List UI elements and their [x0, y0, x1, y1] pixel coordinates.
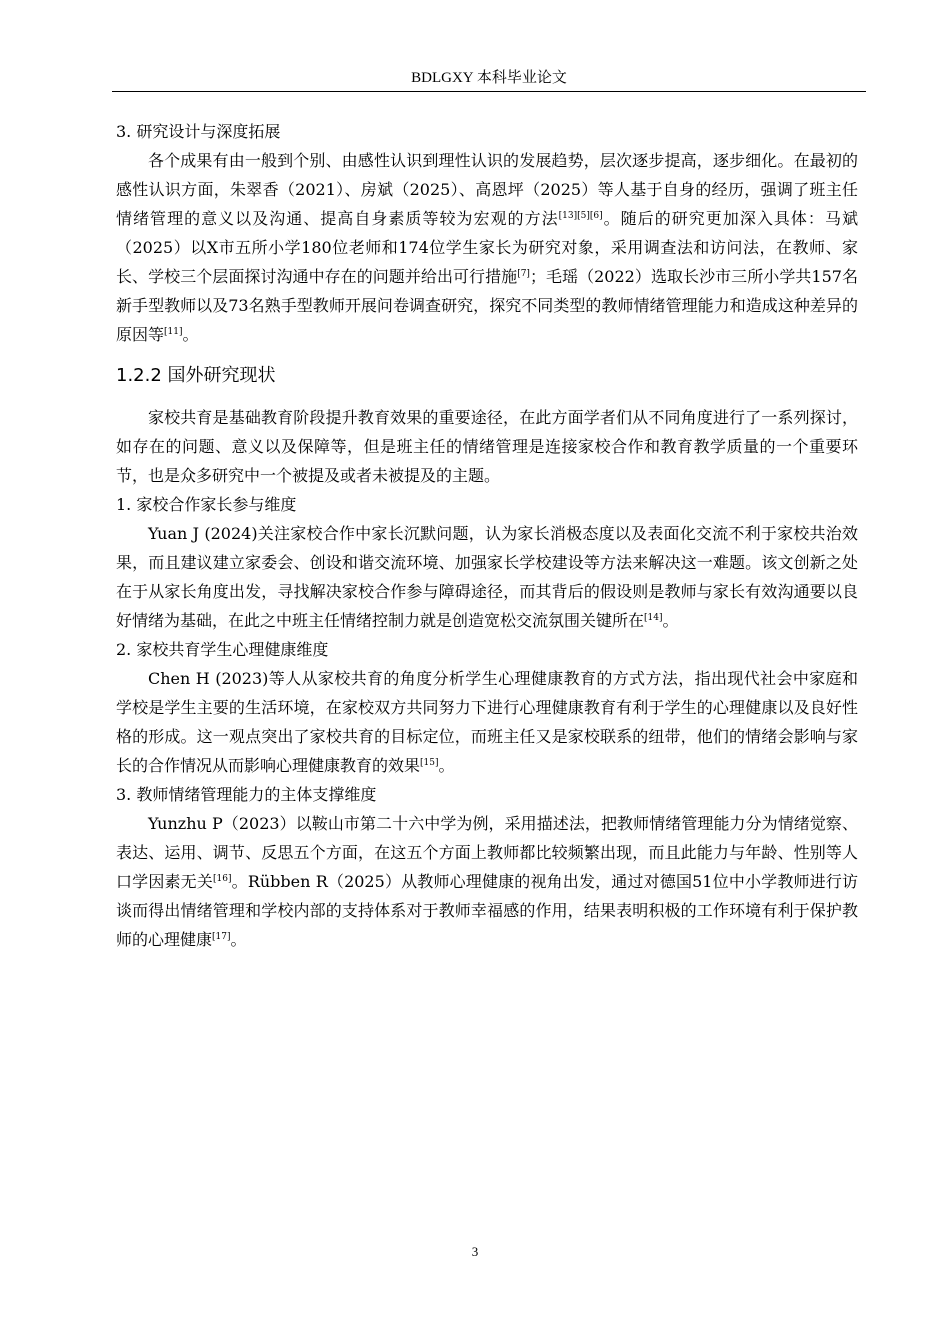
- citation: [14]: [644, 613, 663, 623]
- text-run: 。: [182, 325, 199, 344]
- text-run: 。Rübben R（2025）从教师心理健康的视角出发，通过对德国51位中小学教师进行访谈而得出情绪管理和学校内部的支持体系对于教师幸福感的作用，结果表明积极的工作环境有利于保护教师的心理健康: [116, 872, 858, 949]
- citation: [17]: [212, 932, 231, 942]
- text-run: ；毛瑶（2022）选取长沙市三所小学共157名新手型教师以及73名熟手型教师开展问卷调查研究，探究不同类型的教师情绪管理能力和造成这种差异的原因等: [116, 267, 858, 344]
- text-run: 。: [662, 611, 679, 630]
- citation: [15]: [420, 758, 439, 768]
- subsection-title-parent-participation: 1. 家校合作家长参与维度: [116, 495, 297, 514]
- text-run: 。随后的研究更加深入具体：马斌（2025）以X市五所小学180位老师和174位学生家长为研究对象，采用调查法和访问法，在教师、家长、学校三个层面探讨沟通中存在的问题并给出可行措施: [116, 209, 858, 286]
- text-run: Chen H (2023)等人从家校共育的角度分析学生心理健康教育的方式方法，指出现代社会中家庭和学校是学生主要的生活环境，在家校双方共同努力下进行心理健康教育有利于学生的心理健康以及良好性格的形成。这一观点突出了家校共育的目标定位，而班主任又是家校联系的纽带，他们的情绪会影响与家长的合作情况从而影响心理健康教育的效果: [116, 669, 858, 775]
- document-body: [116, 117, 858, 954]
- header-divider: [112, 91, 866, 92]
- text-run: 。: [230, 930, 247, 949]
- citation: [11]: [164, 327, 183, 337]
- page-header: [112, 66, 866, 90]
- text-run: 各个成果有由一般到个别、由感性认识到理性认识的发展趋势，层次逐步提高，逐步细化。在最初的感性认识方面，朱翠香（2021）、房斌（2025）、高恩坪（2025）等人基于自身的经历，强调了班主任情绪管理的意义以及沟通、提高自身素质等较为宏观的方法: [116, 151, 858, 228]
- text-run: 。: [438, 756, 455, 775]
- subsection-title-research-design: 3. 研究设计与深度拓展: [116, 122, 281, 141]
- subsection-title-student-mental-health: 2. 家校共育学生心理健康维度: [116, 640, 329, 659]
- page-number: 3: [471, 1244, 479, 1259]
- paragraph-teacher-emotion-management: [116, 809, 858, 954]
- paragraph-foreign-intro: 家校共育是基础教育阶段提升教育效果的重要途径，在此方面学者们从不同角度进行了一系列探讨，如存在的问题、意义以及保障等，但是班主任的情绪管理是连接家校合作和教育教学质量的一个重要环节，也是众多研究中一个被提及或者未被提及的主题。: [116, 408, 858, 485]
- text-run: Yuan J (2024)关注家校合作中家长沉默问题，认为家长消极态度以及表面化交流不利于家校共治效果，而且建议建立家委会、创设和谐交流环境、加强家长学校建设等方法来解决这一难题。该文创新之处在于从家长角度出发，寻找解决家校合作参与障碍途径，而其背后的假设则是教师与家长有效沟通要以良好情绪为基础，在此之中班主任情绪控制力就是创造宽松交流氛围关键所在: [116, 524, 858, 630]
- citation: [13][5][6]: [558, 211, 603, 221]
- header-title: BDLGXY 本科毕业论文: [411, 70, 567, 86]
- text-run: Yunzhu P（2023）以鞍山市第二十六中学为例，采用描述法，把教师情绪管理能力分为情绪觉察、表达、运用、调节、反思五个方面，在这五个方面上教师都比较频繁出现，而且此能力与年龄、性别等人口学因素无关: [116, 814, 858, 891]
- paragraph-research-design: [116, 146, 858, 349]
- section-heading-foreign-research: 1.2.2 国外研究现状: [116, 365, 276, 386]
- citation: [16]: [213, 874, 232, 884]
- paragraph-student-mental-health: [116, 664, 858, 780]
- subsection-title-teacher-emotion-management: 3. 教师情绪管理能力的主体支撑维度: [116, 785, 377, 804]
- paragraph-parent-participation: [116, 519, 858, 635]
- citation: [7]: [517, 269, 530, 279]
